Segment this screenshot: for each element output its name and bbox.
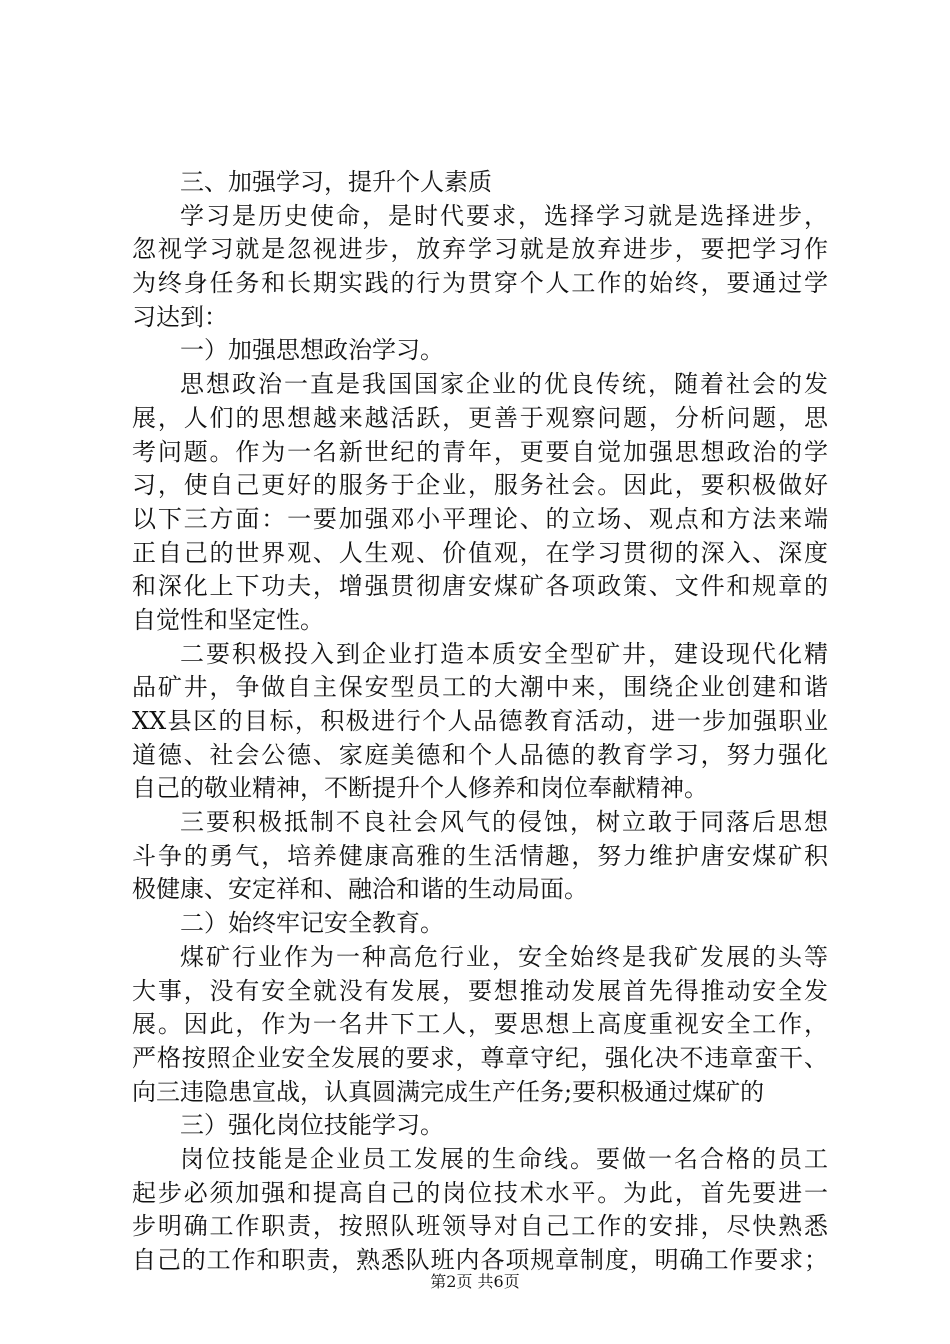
document-body — [132, 166, 828, 1278]
text-line: 二）始终牢记安全教育。 — [180, 909, 444, 938]
text-line: 展。因此，作为一名井下工人，要思想上高度重视安全工作， — [132, 1010, 828, 1039]
text-line: 一）加强思想政治学习。 — [180, 336, 444, 365]
text-line: 正自己的世界观、人生观、价值观，在学习贯彻的深入、深度 — [132, 538, 828, 567]
text-line: 二要积极投入到企业打造本质安全型矿井，建设现代化精 — [180, 639, 828, 668]
text-line: 学习是历史使命，是时代要求，选择学习就是选择进步， — [180, 201, 828, 230]
text-line: 三要积极抵制不良社会风气的侵蚀，树立敢于同落后思想 — [180, 808, 828, 837]
text-line: 和深化上下功夫，增强贯彻唐安煤矿各项政策、文件和规章的 — [132, 572, 828, 601]
page-footer: 第2页 共6页 — [430, 1272, 520, 1291]
text-line: 自觉性和坚定性。 — [132, 605, 324, 634]
text-line: 展，人们的思想越来越活跃，更善于观察问题，分析问题，思 — [132, 403, 828, 432]
text-line: 自己的敬业精神，不断提升个人修养和岗位奉献精神。 — [132, 774, 708, 803]
text-line: 三）强化岗位技能学习。 — [180, 1111, 444, 1140]
text-line: 岗位技能是企业员工发展的生命线。要做一名合格的员工 — [180, 1144, 828, 1173]
text-line: 大事，没有安全就没有发展，要想推动发展首先得推动安全发 — [132, 976, 828, 1005]
text-line: 考问题。作为一名新世纪的青年，更要自觉加强思想政治的学 — [132, 437, 828, 466]
text-line: 步明确工作职责，按照队班领导对自己工作的安排，尽快熟悉 — [132, 1212, 828, 1241]
text-line: 道德、社会公德、家庭美德和个人品德的教育学习，努力强化 — [132, 740, 828, 769]
text-line: 习达到： — [132, 302, 228, 331]
text-line: 思想政治一直是我国国家企业的优良传统，随着社会的发 — [180, 370, 828, 399]
text-line: 以下三方面：一要加强邓小平理论、的立场、观点和方法来端 — [132, 504, 828, 533]
text-line: 向三违隐患宣战，认真圆满完成生产任务;要积极通过煤矿的 — [132, 1077, 765, 1106]
text-line: 煤矿行业作为一种高危行业，安全始终是我矿发展的头等 — [180, 942, 828, 971]
text-line: 极健康、安定祥和、融洽和谐的生动局面。 — [132, 875, 588, 904]
text-line: 为终身任务和长期实践的行为贯穿个人工作的始终，要通过学 — [132, 269, 828, 298]
text-line: 自己的工作和职责，熟悉队班内各项规章制度，明确工作要求； — [132, 1246, 828, 1274]
text-line: 斗争的勇气，培养健康高雅的生活情趣，努力维护唐安煤矿积 — [132, 841, 828, 870]
text-line: 起步必须加强和提高自己的岗位技术水平。为此，首先要进一 — [132, 1178, 828, 1207]
text-line: 严格按照企业安全发展的要求，尊章守纪，强化决不违章蛮干、 — [132, 1043, 828, 1072]
text-line: 习，使自己更好的服务于企业，服务社会。因此，要积极做好 — [132, 471, 828, 500]
text-line: 忽视学习就是忽视进步，放弃学习就是放弃进步，要把学习作 — [132, 235, 828, 264]
text-line: 三、加强学习，提升个人素质 — [180, 168, 492, 196]
text-line: 品矿井，争做自主保安型员工的大潮中来，围绕企业创建和谐 — [132, 673, 828, 702]
text-line: XX县区的目标，积极进行个人品德教育活动，进一步加强职业 — [132, 707, 828, 735]
